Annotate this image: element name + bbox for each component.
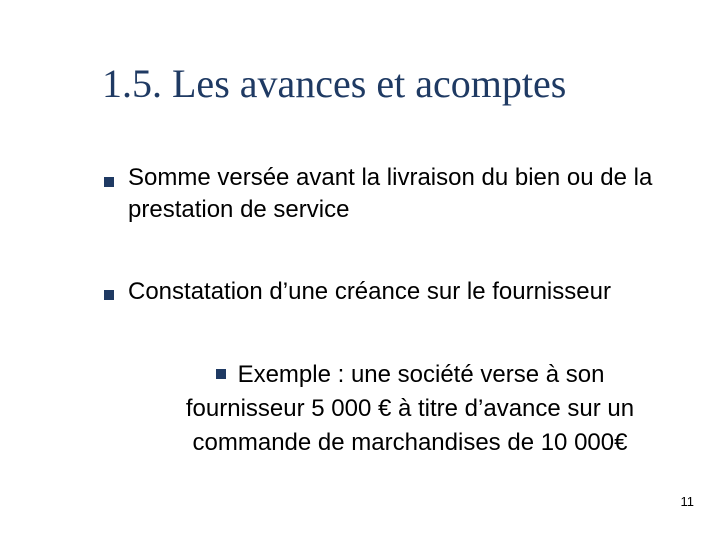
bullet-square-icon bbox=[104, 177, 114, 187]
sub-bullet-line-1-text: Exemple : une société verse à son bbox=[237, 361, 605, 388]
sub-bullet bbox=[140, 358, 680, 460]
bullet-text-2: Constatation d’une créance sur le fournisseur bbox=[128, 278, 611, 305]
sub-bullet-line-1 bbox=[140, 358, 680, 392]
sub-bullet-line-3: commande de marchandises de 10 000€ bbox=[192, 429, 628, 456]
page-number: 11 bbox=[680, 494, 694, 509]
bullet-square-icon bbox=[104, 290, 114, 300]
sub-bullet-line-2: fournisseur 5 000 € à titre d’avance sur un bbox=[185, 395, 635, 422]
sub-bullet-square-icon bbox=[216, 369, 226, 379]
slide-title: 1.5. Les avances et acomptes bbox=[102, 61, 567, 106]
bullet-text-1: Somme versée avant la livraison du bien ou de la prestation de service bbox=[128, 164, 653, 223]
